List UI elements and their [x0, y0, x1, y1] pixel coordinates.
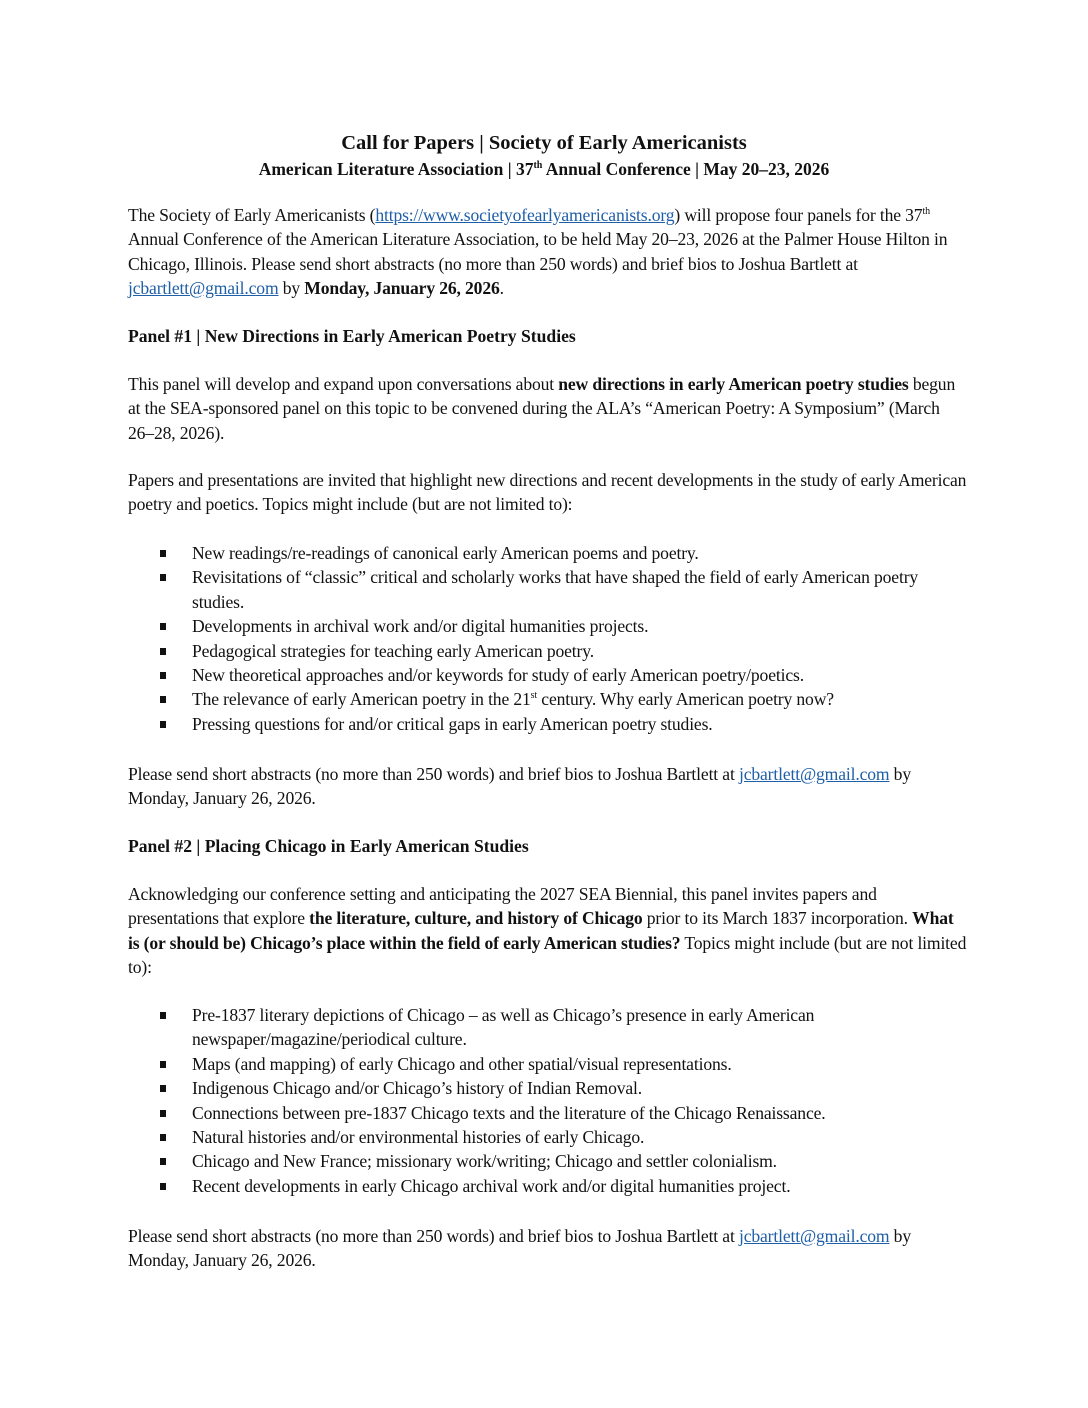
email-link[interactable]: jcbartlett@gmail.com [738, 1226, 890, 1246]
bullet-icon [160, 1085, 166, 1092]
list-item: Indigenous Chicago and/or Chicago’s history of Indian Removal. [128, 1076, 968, 1100]
list-item: Connections between pre-1837 Chicago texts and the literature of the Chicago Renaissance. [128, 1101, 968, 1125]
bullet-icon [160, 574, 166, 581]
bullet-icon [160, 648, 166, 655]
bullet-icon [160, 1110, 166, 1117]
bullet-icon [160, 623, 166, 630]
page-title: Call for Papers | Society of Early Americanists [341, 132, 747, 154]
panel2-heading: Panel #2 | Placing Chicago in Early American Studies [128, 836, 529, 856]
page-subtitle: American Literature Association | 37th Annual Conference | May 20–23, 2026 [258, 159, 830, 179]
list-item: Maps (and mapping) of early Chicago and other spatial/visual representations. [128, 1052, 968, 1076]
intro-paragraph: The Society of Early Americanists (https://www.societyofearlyamericanists.org) will propose four panels for the 37th Annual Conference of the American Literature Association, to be held May 20–23, 2026 at the Palmer House Hilton in Chicago, Illinois. Please send short abstracts (no more than 250 words) and brief bios to Joshua Bartlett at jcbartlett@gmail.com by Monday, January 26, 2026. [128, 205, 948, 298]
list-item: New theoretical approaches and/or keywords for study of early American poetry/poetics. [128, 663, 968, 687]
list-item: Pedagogical strategies for teaching early American poetry. [128, 639, 968, 663]
list-item: Recent developments in early Chicago archival work and/or digital humanities project. [128, 1174, 968, 1198]
list-item: Developments in archival work and/or digital humanities projects. [128, 614, 968, 638]
list-item: The relevance of early American poetry in the 21st century. Why early American poetry now? [128, 687, 968, 711]
list-item: Pre-1837 literary depictions of Chicago – as well as Chicago’s presence in early American newspaper/magazine/periodical culture. [128, 1003, 968, 1052]
bullet-icon [160, 1061, 166, 1068]
website-link[interactable]: https://www.societyofearlyamericanists.org [375, 205, 675, 225]
bullet-icon [160, 1012, 166, 1019]
bullet-icon [160, 696, 166, 703]
panel1-topic-list [128, 541, 968, 736]
list-item: Revisitations of “classic” critical and scholarly works that have shaped the field of early American poetry studies. [128, 565, 968, 614]
bullet-icon [160, 1183, 166, 1190]
panel2-topic-list [128, 1003, 968, 1198]
bullet-icon [160, 672, 166, 679]
bullet-icon [160, 721, 166, 728]
email-link[interactable]: jcbartlett@gmail.com [738, 764, 890, 784]
list-item: New readings/re-readings of canonical early American poems and poetry. [128, 541, 968, 565]
list-item: Chicago and New France; missionary work/writing; Chicago and settler colonialism. [128, 1149, 968, 1173]
email-link[interactable]: jcbartlett@gmail.com [128, 277, 279, 298]
panel2-description: Acknowledging our conference setting and anticipating the 2027 SEA Biennial, this panel invites papers and presentations that explore the literature, culture, and history of Chicago prior to its March 1837 incorporation. What is (or should be) Chicago’s place within the field of early American studies? Topics might include (but are not limited to): [128, 884, 967, 977]
list-item: Pressing questions for and/or critical gaps in early American poetry studies. [128, 712, 968, 736]
bullet-icon [160, 1158, 166, 1165]
deadline: Monday, January 26, 2026 [304, 277, 500, 298]
panel2-closing: Please send short abstracts (no more than 250 words) and brief bios to Joshua Bartlett at jcbartlett@gmail.com by Monday, January 26, 2026. [128, 1226, 911, 1271]
panel1-description: This panel will develop and expand upon conversations about new directions in early American poetry studies begun at the SEA-sponsored panel on this topic to be convened during the ALA’s “American Poetry: A Symposium” (March 26–28, 2026). [128, 374, 956, 443]
bullet-icon [160, 550, 166, 557]
panel1-heading: Panel #1 | New Directions in Early American Poetry Studies [128, 326, 576, 346]
list-item: Natural histories and/or environmental histories of early Chicago. [128, 1125, 968, 1149]
bullet-icon [160, 1134, 166, 1141]
panel1-closing: Please send short abstracts (no more than 250 words) and brief bios to Joshua Bartlett at jcbartlett@gmail.com by Monday, January 26, 2026. [128, 764, 911, 809]
panel1-invitation: Papers and presentations are invited that highlight new directions and recent developments in the study of early American poetry and poetics. Topics might include (but are not limited to): [128, 470, 967, 515]
